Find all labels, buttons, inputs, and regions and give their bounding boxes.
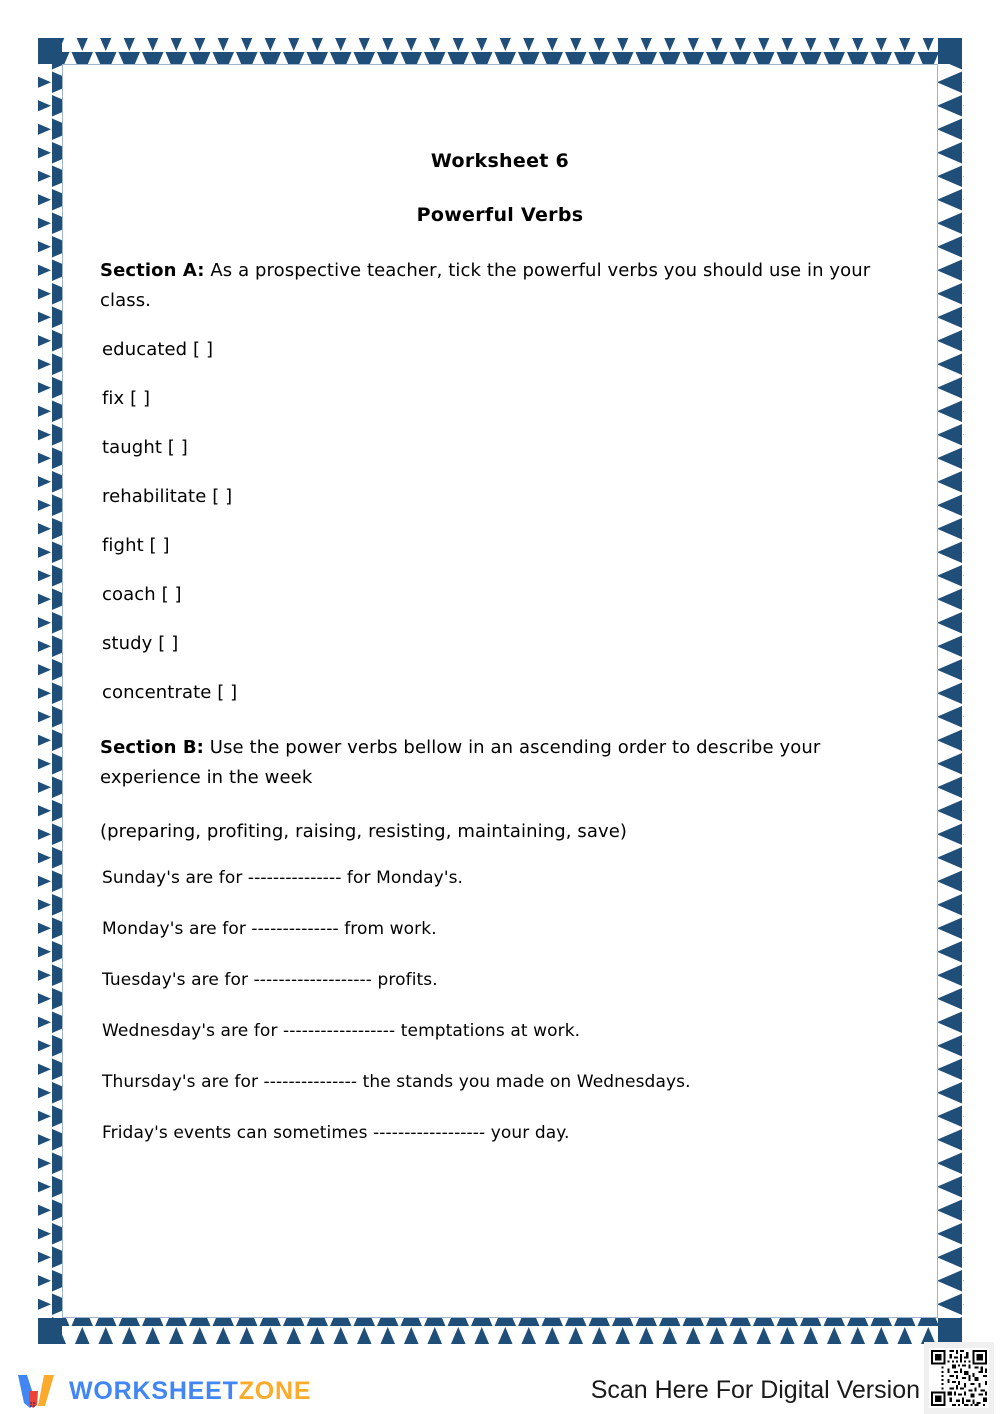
fill-in-blank-sentence[interactable]: Monday's are for -------------- from work.: [102, 918, 437, 939]
section-a-instruction-text: As a prospective teacher, tick the powerful verbs you should use in your class.: [100, 260, 871, 311]
verb-checkbox-item[interactable]: taught [ ]: [102, 437, 188, 459]
verb-checkbox-item[interactable]: concentrate [ ]: [102, 682, 238, 704]
verb-checkbox-item[interactable]: educated [ ]: [102, 339, 214, 361]
page-title: Worksheet 6: [430, 150, 570, 172]
section-b-label: Section B:: [100, 737, 204, 759]
worksheet-zone-wordmark: [69, 1377, 311, 1406]
page-subtitle: Powerful Verbs: [416, 204, 584, 226]
worksheet-content: [100, 150, 900, 1174]
verb-checkbox-item[interactable]: fix [ ]: [102, 388, 151, 410]
qr-code-icon: [929, 1347, 989, 1409]
fill-in-blank-sentence[interactable]: Thursday's are for --------------- the stands you made on Wednesdays.: [102, 1071, 691, 1092]
section-a-instruction: [100, 256, 900, 315]
worksheet-zone-logo[interactable]: [14, 1372, 311, 1410]
worksheet-zone-logo-icon: [14, 1372, 60, 1410]
logo-text-primary: WORKSHEET: [69, 1376, 239, 1405]
page-footer: [0, 1366, 1000, 1414]
fill-in-blank-sentence[interactable]: Tuesday's are for ------------------- profits.: [102, 969, 438, 990]
qr-code[interactable]: [924, 1342, 994, 1414]
section-b-instruction-text: Use the power verbs bellow in an ascending order to describe your experience in the week: [100, 737, 821, 789]
logo-text-secondary: ZONE: [238, 1376, 312, 1405]
verb-checkbox-item[interactable]: fight [ ]: [102, 535, 170, 557]
verb-checklist: [100, 341, 900, 702]
verb-checkbox-item[interactable]: study [ ]: [102, 633, 179, 655]
section-a-label: Section A:: [100, 260, 205, 281]
fill-in-blank-sentence[interactable]: Friday's events can sometimes ------------------ your day.: [102, 1122, 570, 1143]
scan-prompt-text: Scan Here For Digital Version: [590, 1376, 920, 1404]
verb-checkbox-item[interactable]: coach [ ]: [102, 584, 182, 606]
fill-in-blank-sentence[interactable]: Wednesday's are for ------------------ temptations at work.: [102, 1020, 581, 1041]
fill-in-blank-sentence[interactable]: Sunday's are for --------------- for Monday's.: [102, 867, 464, 888]
fill-in-blank-list: [100, 868, 900, 1143]
word-bank: (preparing, profiting, raising, resisting, maintaining, save): [100, 820, 628, 842]
section-b-instruction: [100, 733, 900, 792]
verb-checkbox-item[interactable]: rehabilitate [ ]: [102, 486, 233, 508]
